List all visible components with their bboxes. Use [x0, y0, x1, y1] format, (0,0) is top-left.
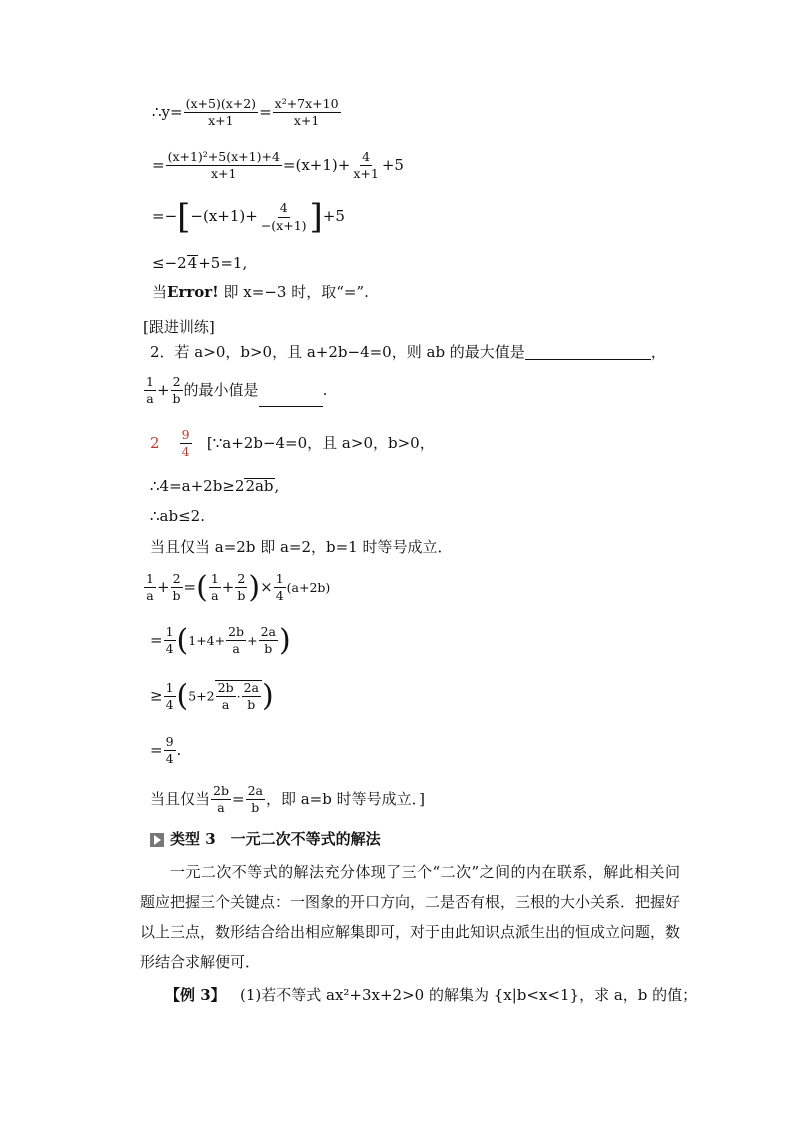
proof-line-2	[152, 150, 404, 182]
s9-f2: $\frac{2a}{b}$	[247, 783, 263, 816]
s8-eq: =	[150, 740, 163, 759]
proof-line-4	[152, 255, 247, 271]
s5-tail: (a+2b)	[286, 579, 331, 595]
solution-line-3: ∴ab≤2.	[150, 507, 205, 525]
proof-line-5	[152, 285, 369, 300]
error-text: Error!	[167, 283, 219, 301]
s9-f1: $\frac{2b}{a}$	[213, 783, 229, 816]
q2-end: .	[322, 380, 328, 399]
example-label: 【例 3】	[165, 986, 226, 1004]
q2-comma: ，	[650, 343, 666, 361]
s6-plus: +	[247, 632, 258, 648]
s6-eq: =	[150, 630, 163, 649]
l1-eq: =	[259, 102, 272, 121]
s5-f4: $\frac{2}{b}$	[237, 571, 246, 604]
l5-a: 当	[152, 283, 168, 301]
s7-sqrt	[215, 680, 262, 713]
solution-line-5: $\frac{1}{a}$ + $\frac{2}{b}$ =( $\frac{1}{a}$ + $\frac{2}{b}$ )× $\frac{1}{4}$ (a+2b)	[146, 569, 331, 605]
answer-blank-2[interactable]	[259, 392, 323, 407]
question-2-line-2	[143, 375, 327, 407]
l3-prefix: =−	[152, 207, 178, 225]
answer-2: $\frac{9}{4}$	[181, 427, 190, 460]
s9-a: 当且仅当	[150, 789, 211, 808]
s5-f1: $\frac{1}{a}$	[146, 571, 154, 604]
question-2-line-1	[150, 345, 666, 360]
l2-frac1: $\frac{\text{(x+1)²+5(x+1)+4}}{x+1}$	[167, 149, 280, 182]
s7-dot: ·	[236, 688, 241, 704]
l1-frac2: $\frac{\text{x²+7x+10}}{x+1}$	[274, 96, 339, 129]
solution-line-2	[150, 478, 279, 494]
s7-ge: ≥	[150, 686, 163, 705]
solution-1: [∵a+2b−4=0，且 a>0，b>0，	[206, 433, 435, 452]
s5-eq: =	[183, 577, 197, 596]
solution-line-9	[150, 784, 425, 816]
l3-frac: $\frac{4}{-(x+1)}$	[260, 200, 307, 233]
l3-tail: +5	[322, 207, 345, 225]
proof-line-3: =−[−(x+1)+ $\frac{4}{-(x+1)}$ ]+5	[152, 197, 345, 237]
s6-f3: $\frac{2a}{b}$	[260, 624, 276, 657]
s5-plus: +	[156, 577, 170, 596]
solution-line-8	[150, 735, 181, 767]
q2-frac2: $\frac{2}{b}$	[172, 374, 181, 407]
s5-f5: $\frac{1}{4}$	[275, 571, 284, 604]
section-paragraph: 一元二次不等式的解法充分体现了三个“二次”之间的内在联系，解此相关问题应把握三个关键点：一图象的开口方向，二是否有根，三根的大小关系．把握好以上三点，数形结合给出相应解集即可，对于由此知识点派生出的恒成立问题，数形结合求解便可．	[140, 863, 681, 971]
l5-b: 即 x=−3 时，取“=”.	[218, 283, 369, 301]
s6-f2: $\frac{2b}{a}$	[228, 624, 245, 657]
answer-1: 2	[150, 433, 160, 452]
s5-times: ×	[260, 577, 273, 596]
s7-f2: $\frac{2b}{a}$	[217, 680, 234, 713]
q2-line2-text: 的最小值是	[183, 380, 259, 399]
s8-f: $\frac{9}{4}$	[165, 734, 174, 767]
l4-text-b: +5=1,	[198, 254, 248, 272]
q2-text: 2．若 a>0，b>0，且 a+2b−4=0，则 ab 的最大值是	[150, 343, 525, 361]
answer-line-1	[150, 428, 435, 460]
s5-f2: $\frac{2}{b}$	[172, 571, 181, 604]
s7-f1: $\frac{1}{4}$	[165, 679, 174, 712]
play-marker-icon	[150, 833, 164, 847]
l2-tail: +5	[381, 155, 404, 174]
solution-line-7: ≥ $\frac{1}{4}$ (5+2 $\frac{2b}{a}$ · $\frac{2a}{b}$ )	[150, 678, 274, 714]
example-text: (1)若不等式 ax²+3x+2>0 的解集为 {x|b<x<1}，求 a，b 的值；	[239, 986, 698, 1004]
s2-a: ∴4=a+2b≥2	[150, 477, 245, 495]
answer-blank-1[interactable]	[525, 345, 651, 360]
q2-frac1: $\frac{1}{a}$	[146, 374, 154, 407]
s2-sqrt: 2ab	[245, 477, 274, 495]
s5-f3: $\frac{1}{a}$	[210, 571, 219, 604]
s6-inner: 1+4+	[188, 632, 226, 648]
l3-inner: −(x+1)+	[190, 207, 258, 225]
s8-end: .	[176, 740, 182, 759]
s6-f1: $\frac{1}{4}$	[165, 624, 174, 657]
l1-frac1: $\frac{(x+5)(x+2)}{x+1}$	[185, 96, 257, 129]
proof-line-1	[152, 97, 342, 129]
solution-line-4: 当且仅当 a=2b 即 a=2，b=1 时等号成立．	[150, 538, 453, 556]
l2-mid: =(x+1)+	[282, 155, 351, 174]
l2-prefix: =	[152, 155, 165, 174]
l4-sqrt: 4	[187, 254, 198, 272]
s9-eq: =	[231, 789, 245, 808]
example-3	[165, 988, 697, 1003]
q2-plus: +	[156, 380, 170, 399]
l4-text-a: ≤−2	[152, 254, 187, 272]
l1-prefix: ∴y=	[152, 102, 183, 121]
s9-b: ，即 a=b 时等号成立．]	[265, 789, 425, 808]
section-header	[150, 832, 381, 847]
s2-b: ,	[274, 477, 280, 495]
l2-frac2: $\frac{4}{x+1}$	[353, 149, 379, 182]
solution-line-6: = $\frac{1}{4}$ (1+4+ $\frac{2b}{a}$ + $\frac{2a}{b}$ )	[150, 622, 291, 658]
exercise-header: [跟进训练]	[143, 318, 215, 336]
s7-f3: $\frac{2a}{b}$	[243, 680, 259, 713]
section-title: 类型 3 一元二次不等式的解法	[170, 830, 381, 848]
s7-inner: 5+2	[188, 688, 215, 704]
